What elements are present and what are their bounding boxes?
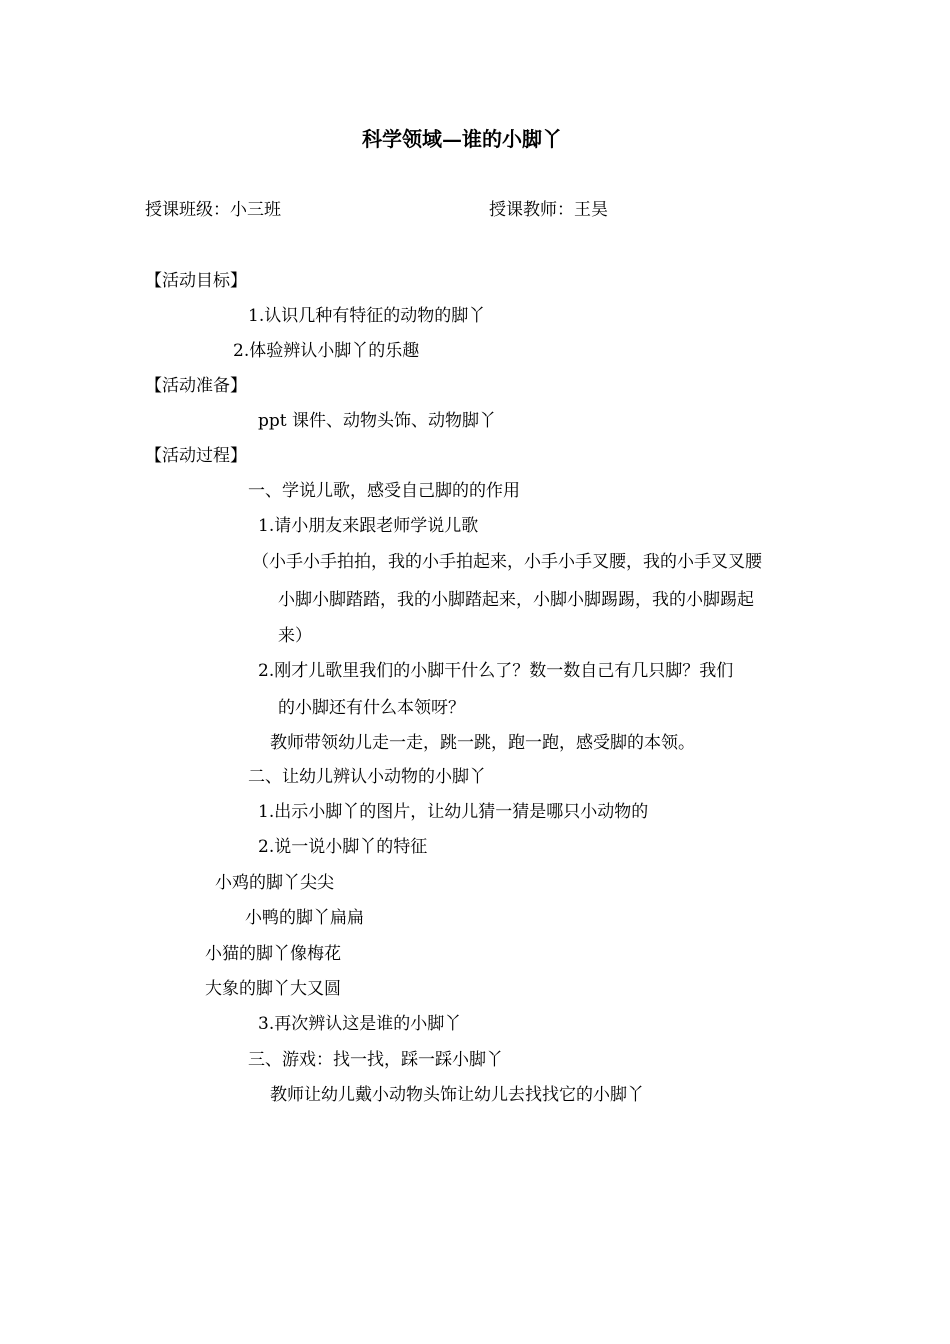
class-info: 授课班级：小三班 (145, 200, 281, 220)
section-3-title: 三、游戏：找一找，踩一踩小脚丫 (248, 1050, 503, 1070)
rhyme-line-2: 小脚小脚踏踏，我的小脚踏起来，小脚小脚踢踢，我的小脚踢起 (278, 590, 754, 610)
section-1-item-1: 1.请小朋友来跟老师学说儿歌 (258, 516, 479, 536)
section-1-item-2b: 的小脚还有什么本领呀？ (278, 698, 465, 718)
rhyme-line-3: 来） (278, 626, 312, 646)
section-1-item-2a: 2.刚才儿歌里我们的小脚干什么了？数一数自己有几只脚？我们 (258, 661, 734, 681)
foot-line-elephant: 大象的脚丫大又圆 (205, 979, 341, 999)
page-title: 科学领域—谁的小脚丫 (362, 127, 562, 151)
section-1-note: 教师带领幼儿走一走，跳一跳，跑一跑，感受脚的本领。 (270, 733, 695, 753)
rhyme-line-1: （小手小手拍拍，我的小手拍起来，小手小手叉腰，我的小手叉叉腰 (252, 552, 762, 572)
teacher-info: 授课教师：王昊 (489, 200, 608, 220)
section-1-title: 一、学说儿歌，感受自己脚的的作用 (248, 481, 520, 501)
foot-line-cat: 小猫的脚丫像梅花 (205, 944, 341, 964)
foot-line-duck: 小鸭的脚丫扁扁 (245, 908, 364, 928)
section-2-item-3: 3.再次辨认这是谁的小脚丫 (258, 1014, 462, 1034)
prep-heading: 【活动准备】 (145, 376, 247, 396)
foot-line-chick: 小鸡的脚丫尖尖 (215, 873, 334, 893)
section-2-item-2: 2.说一说小脚丫的特征 (258, 837, 428, 857)
process-heading: 【活动过程】 (145, 446, 247, 466)
prep-text: ppt 课件、动物头饰、动物脚丫 (258, 411, 496, 431)
goal-item-1: 1.认识几种有特征的动物的脚丫 (248, 306, 486, 326)
goal-item-2: 2.体验辨认小脚丫的乐趣 (233, 341, 420, 361)
section-3-note: 教师让幼儿戴小动物头饰让幼儿去找找它的小脚丫 (270, 1085, 644, 1105)
section-2-item-1: 1.出示小脚丫的图片，让幼儿猜一猜是哪只小动物的 (258, 802, 649, 822)
goals-heading: 【活动目标】 (145, 271, 247, 291)
section-2-title: 二、让幼儿辨认小动物的小脚丫 (248, 767, 486, 787)
